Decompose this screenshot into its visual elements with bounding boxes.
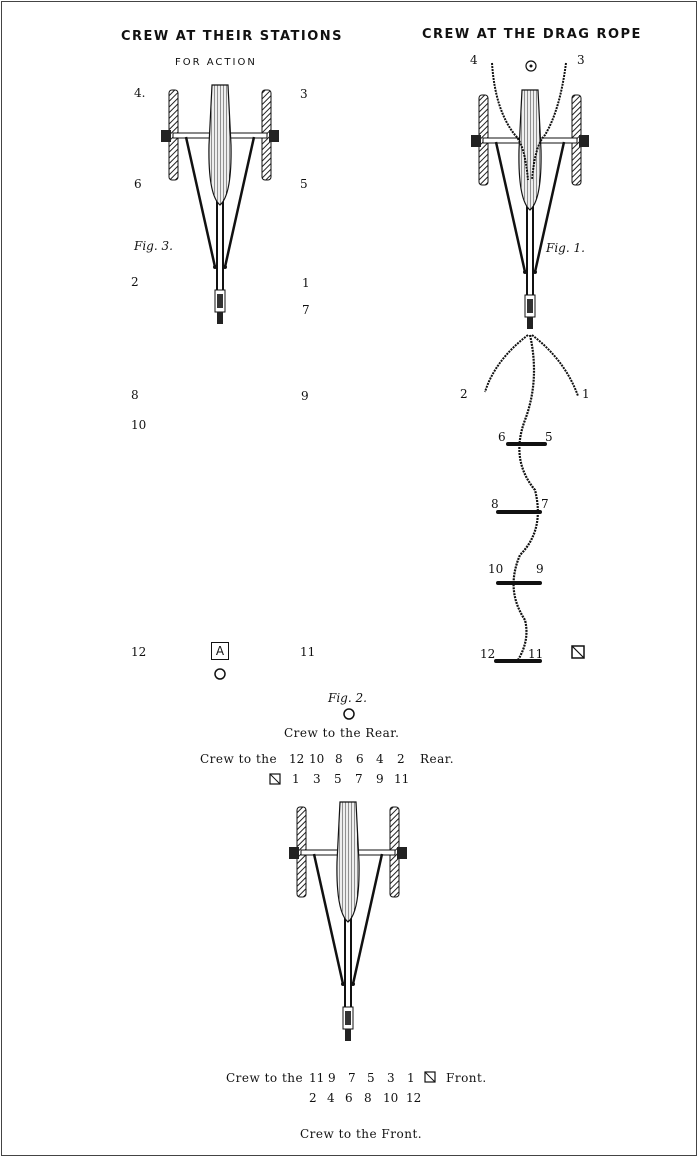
fig1-number: 8 [491, 497, 499, 511]
row-front-suffix: Front. [446, 1071, 487, 1085]
fig2-label: Fig. 2. [328, 691, 367, 705]
fig3-number: 7 [302, 303, 310, 317]
gun-carriage-fig2 [289, 802, 407, 1041]
row-front2-number: 6 [345, 1091, 353, 1105]
fig3-number: 5 [300, 177, 308, 191]
row-front2-number: 10 [383, 1091, 399, 1105]
row-front2-number: 8 [364, 1091, 372, 1105]
row-front2-number: 4 [327, 1091, 335, 1105]
right-title: CREW AT THE DRAG ROPE [422, 27, 642, 42]
row-front-number: 5 [367, 1071, 375, 1085]
row-rear-number: 4 [376, 752, 384, 766]
gun-carriage-fig3 [161, 85, 279, 324]
row-front-number: 11 [309, 1071, 325, 1085]
fig3-label: Fig. 3. [134, 239, 173, 253]
left-subtitle: FOR ACTION [175, 57, 257, 68]
row-rear2-number: 11 [394, 772, 410, 786]
officer-marker-a: A [211, 642, 229, 660]
row-rear2-number: 1 [292, 772, 300, 786]
fig1-number: 7 [541, 497, 549, 511]
fig3-number: 8 [131, 388, 139, 402]
row-rear2-number: 7 [355, 772, 363, 786]
row-rear2-number: 3 [313, 772, 321, 786]
fig3-number: 10 [131, 418, 147, 432]
fig3-number: 6 [134, 177, 142, 191]
fig3-number: 3 [300, 87, 308, 101]
fig1-number: 6 [498, 430, 506, 444]
caption-rear: Crew to the Rear. [284, 726, 400, 740]
row-rear-number: 10 [309, 752, 325, 766]
gun-carriage-fig1 [471, 90, 589, 329]
row-rear-prefix: Crew to the [200, 752, 278, 766]
row-rear-number: 12 [289, 752, 305, 766]
row-rear-number: 6 [356, 752, 364, 766]
fig1-number: 11 [528, 647, 544, 661]
row-front-number: 3 [387, 1071, 395, 1085]
fig3-number: 1 [302, 276, 310, 290]
circle-marker-icon [215, 669, 225, 679]
circle-marker-icon [344, 709, 354, 719]
fig1-number: 5 [545, 430, 553, 444]
fig1-number: 4 [470, 53, 478, 67]
fig3-number: 12 [131, 645, 147, 659]
row-front-prefix: Crew to the [226, 1071, 304, 1085]
row-rear2-number: 9 [376, 772, 384, 786]
row-front-number: 7 [348, 1071, 356, 1085]
row-rear-number: 8 [335, 752, 343, 766]
caption-front: Crew to the Front. [300, 1127, 423, 1141]
fig1-number: 1 [582, 387, 590, 401]
fig1-number: 3 [577, 53, 585, 67]
fig1-number: 10 [488, 562, 504, 576]
row-front-number: 1 [407, 1071, 415, 1085]
fig3-number: 9 [301, 389, 309, 403]
fig1-number: 12 [480, 647, 496, 661]
row-rear2-number: 5 [334, 772, 342, 786]
row-front2-number: 2 [309, 1091, 317, 1105]
row-rear-suffix: Rear. [420, 752, 455, 766]
fig3-number: 11 [300, 645, 316, 659]
fig3-number: 2 [131, 275, 139, 289]
fig1-label: Fig. 1. [546, 241, 585, 255]
fig1-number: 9 [536, 562, 544, 576]
fig1-number: 2 [460, 387, 468, 401]
row-front2-number: 12 [406, 1091, 422, 1105]
row-front-number: 9 [328, 1071, 336, 1085]
row-rear-number: 2 [397, 752, 405, 766]
fig3-number: 4. [134, 86, 146, 100]
left-title: CREW AT THEIR STATIONS [121, 29, 344, 44]
